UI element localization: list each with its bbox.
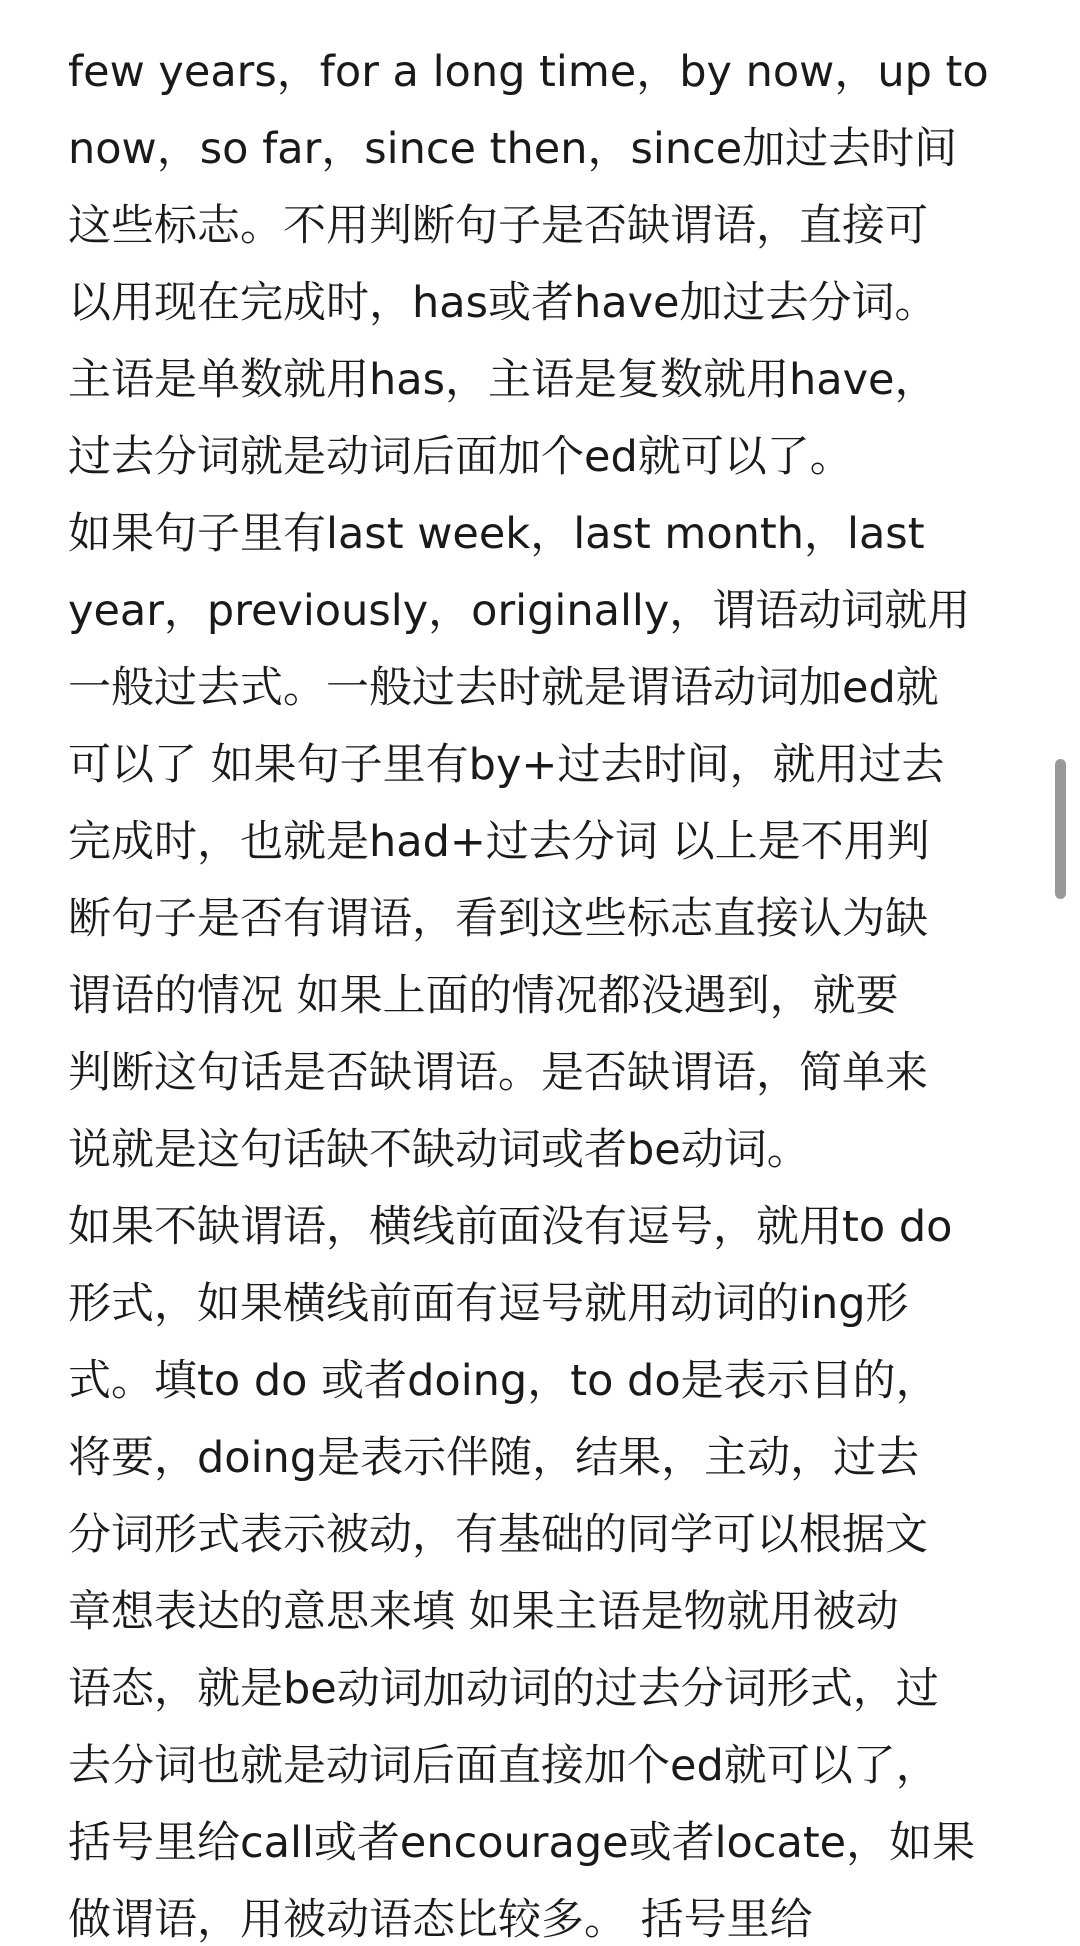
text-line: 主语是单数就用has，主语是复数就用have， xyxy=(68,355,938,405)
text-line: 将要，doing是表示伴随，结果，主动，过去 xyxy=(68,1433,920,1483)
text-line: 一般过去式。一般过去时就是谓语动词加ed就 xyxy=(68,663,939,713)
text-line: 做谓语，用被动语态比较多。 括号里给 xyxy=(68,1895,813,1945)
text-line: 谓语的情况 如果上面的情况都没遇到，就要 xyxy=(68,971,899,1021)
article-body xyxy=(68,34,1028,1946)
text-line: 去分词也就是动词后面直接加个ed就可以了， xyxy=(68,1741,939,1791)
text-line: year，previously，originally，谓语动词就用 xyxy=(68,586,971,636)
text-line: 式。填to do 或者doing，to do是表示目的， xyxy=(68,1356,939,1406)
text-line: 括号里给call或者encourage或者locate，如果 xyxy=(68,1818,976,1868)
text-line: 可以了 如果句子里有by+过去时间，就用过去 xyxy=(68,740,945,790)
text-line: few years，for a long time，by now，up to xyxy=(68,47,989,97)
text-line: 如果句子里有last week，last month，last xyxy=(68,509,925,559)
text-line: 以用现在完成时，has或者have加过去分词。 xyxy=(68,278,938,328)
text-line: 形式，如果横线前面有逗号就用动词的ing形 xyxy=(68,1279,909,1329)
text-line: 如果不缺谓语，横线前面没有逗号，就用to do xyxy=(68,1202,953,1252)
text-line: 完成时，也就是had+过去分词 以上是不用判 xyxy=(68,817,930,867)
text-line: 判断这句话是否缺谓语。是否缺谓语，简单来 xyxy=(68,1048,928,1098)
text-line: 章想表达的意思来填 如果主语是物就用被动 xyxy=(68,1587,899,1637)
text-line: 这些标志。不用判断句子是否缺谓语，直接可 xyxy=(68,201,928,251)
text-line: 过去分词就是动词后面加个ed就可以了。 xyxy=(68,432,853,482)
vertical-scrollbar[interactable] xyxy=(1055,759,1066,899)
text-line: now，so far，since then，since加过去时间 xyxy=(68,124,958,174)
text-line: 分词形式表示被动，有基础的同学可以根据文 xyxy=(68,1510,928,1560)
text-line: 断句子是否有谓语，看到这些标志直接认为缺 xyxy=(68,894,928,944)
text-line: 说就是这句话缺不缺动词或者be动词。 xyxy=(68,1125,810,1175)
text-line: 语态，就是be动词加动词的过去分词形式，过 xyxy=(68,1664,939,1714)
